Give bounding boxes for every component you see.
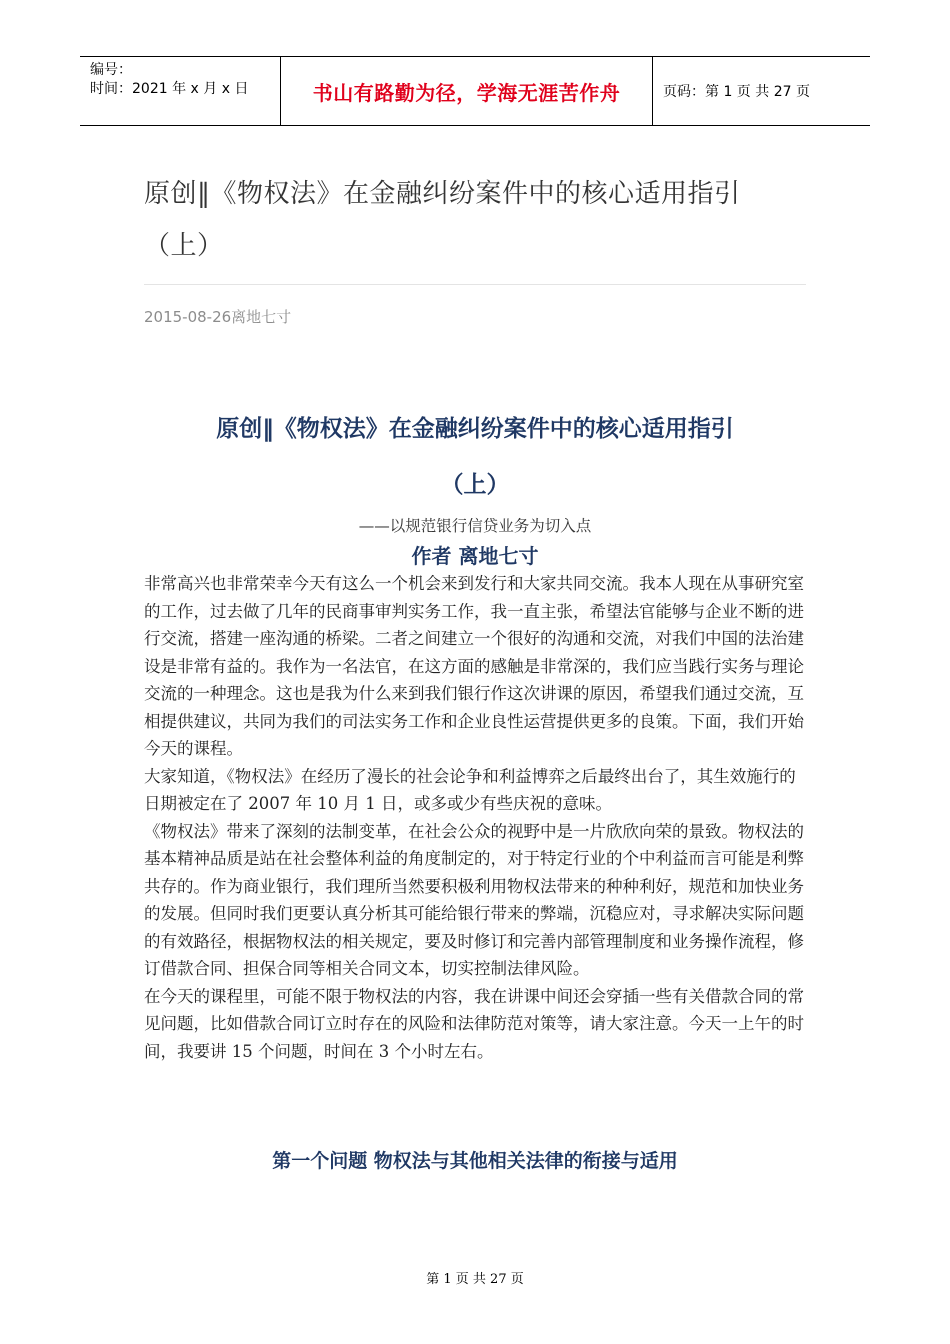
header-info-cell bbox=[80, 57, 281, 125]
article-meta: 2015-08-26离地七寸 bbox=[144, 308, 292, 326]
page-label: 页码：第 1 页 共 27 页 bbox=[663, 84, 810, 100]
paragraph-4: 在今天的课程里，可能不限于物权法的内容，我在讲课中间还会穿插一些有关借款合同的常见问题，比如借款合同订立时存在的风险和法律防范对策等，请大家注意。今天一上午的时间，我要讲 15 个问题，时间在 3 个小时左右。 bbox=[144, 986, 804, 1061]
author-text: 作者 离地七寸 bbox=[411, 544, 539, 568]
article-title-line2: （上） bbox=[144, 231, 224, 261]
time-label: 时间：2021 年 x 月 x 日 bbox=[90, 81, 249, 97]
article-title bbox=[144, 168, 814, 272]
paragraph-2: 大家知道，《物权法》在经历了漫长的社会论争和利益博弈之后最终出台了，其生效施行的日期被定在了 2007 年 10 月 1 日，或多或少有些庆祝的意味。 bbox=[144, 766, 796, 813]
title-divider bbox=[144, 284, 806, 285]
article-body bbox=[144, 570, 806, 1065]
document-header bbox=[80, 56, 870, 126]
article-title-line1: 原创‖《物权法》在金融纠纷案件中的核心适用指引 bbox=[144, 179, 741, 209]
content-heading-line1: 原创‖《物权法》在金融纠纷案件中的核心适用指引 bbox=[216, 416, 734, 442]
content-heading-line2: （上） bbox=[440, 472, 510, 498]
author-line bbox=[0, 540, 950, 569]
motto: 书山有路勤为径，学海无涯苦作舟 bbox=[281, 57, 653, 125]
section-heading: 第一个问题 物权法与其他相关法律的衔接与适用 bbox=[272, 1150, 678, 1172]
content-subtitle: ——以规范银行信贷业务为切入点 bbox=[358, 517, 592, 535]
page-footer: 第 1 页 共 27 页 bbox=[426, 1272, 524, 1287]
number-label: 编号： bbox=[90, 62, 132, 78]
paragraph-1: 非常高兴也非常荣幸今天有这么一个机会来到发行和大家共同交流。我本人现在从事研究室的工作，过去做了几年的民商事审判实务工作，我一直主张，希望法官能够与企业不断的进行交流，搭建一座沟通的桥梁。二者之间建立一个很好的沟通和交流，对我们中国的法治建设是非常有益的。我作为一名法官，在这方面的感触是非常深的，我们应当践行实务与理论交流的一种理念。这也是我为什么来到我们银行作这次讲课的原因，希望我们通过交流，互相提供建议，共同为我们的司法实务工作和企业良性运营提供更多的良策。下面，我们开始今天的课程。 bbox=[144, 574, 804, 758]
paragraph-3: 《物权法》带来了深刻的法制变革，在社会公众的视野中是一片欣欣向荣的景致。物权法的基本精神品质是站在社会整体利益的角度制定的，对于特定行业的个中利益而言可能是利弊共存的。作为商业银行，我们理所当然要积极利用物权法带来的种种利好，规范和加快业务的发展。但同时我们更要认真分析其可能给银行带来的弊端，沉稳应对，寻求解决实际问题的有效路径，根据物权法的相关规定，要及时修订和完善内部管理制度和业务操作流程，修订借款合同、担保合同等相关合同文本，切实控制法律风险。 bbox=[144, 821, 804, 978]
